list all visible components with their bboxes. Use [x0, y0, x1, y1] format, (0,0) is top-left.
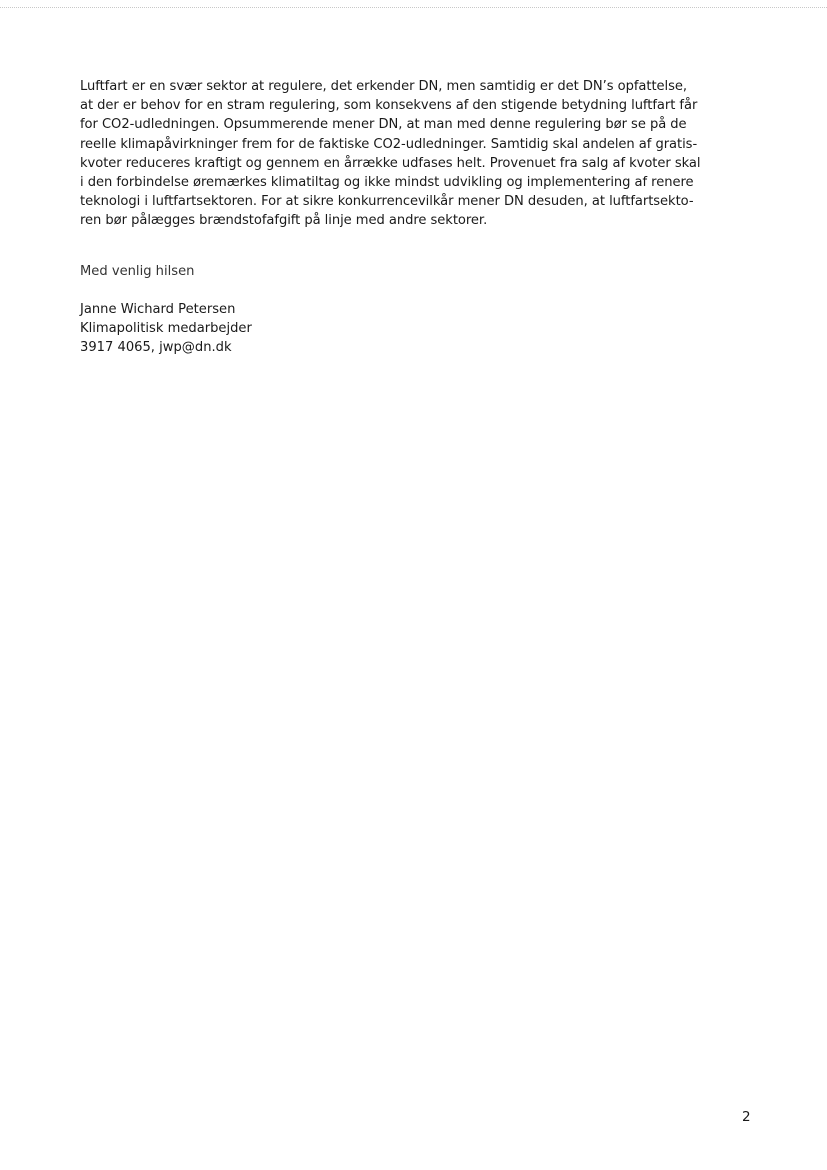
- body-paragraph: [80, 77, 760, 231]
- paragraph-line: at der er behov for en stram regulering, som konsekvens af den stigende betydning luftfart får: [80, 98, 698, 114]
- paragraph-line: Luftfart er en svær sektor at regulere, det erkender DN, men samtidig er det DN’s opfattelse,: [80, 79, 688, 94]
- paragraph-line: reelle klimapåvirkninger frem for de faktiske CO2-udledninger. Samtidig skal andelen af gratis-: [80, 136, 698, 152]
- signature-contact: 3917 4065, jwp@dn.dk: [80, 340, 232, 355]
- signature-name: Janne Wichard Petersen: [80, 302, 236, 317]
- paragraph-line: for CO2-udledningen. Opsummerende mener DN, at man med denne regulering bør se på de: [80, 117, 687, 133]
- paragraph-line: kvoter reduceres kraftigt og gennem en årrække udfases helt. Provenuet fra salg af kvoter skal: [80, 155, 701, 171]
- paragraph-line: teknologi i luftfartsektoren. For at sikre konkurrencevilkår mener DN desuden, at luftfartsekto-: [80, 194, 694, 210]
- top-scan-rule: [0, 7, 827, 8]
- signature-block: [80, 300, 252, 357]
- paragraph-line: ren bør pålægges brændstofafgift på linje med andre sektorer.: [80, 213, 488, 229]
- signature-title: Klimapolitisk medarbejder: [80, 321, 252, 336]
- closing-greeting: Med venlig hilsen: [80, 264, 195, 279]
- page-number: 2: [742, 1109, 751, 1125]
- paragraph-line: i den forbindelse øremærkes klimatiltag og ikke mindst udvikling og implementering af renere: [80, 175, 694, 191]
